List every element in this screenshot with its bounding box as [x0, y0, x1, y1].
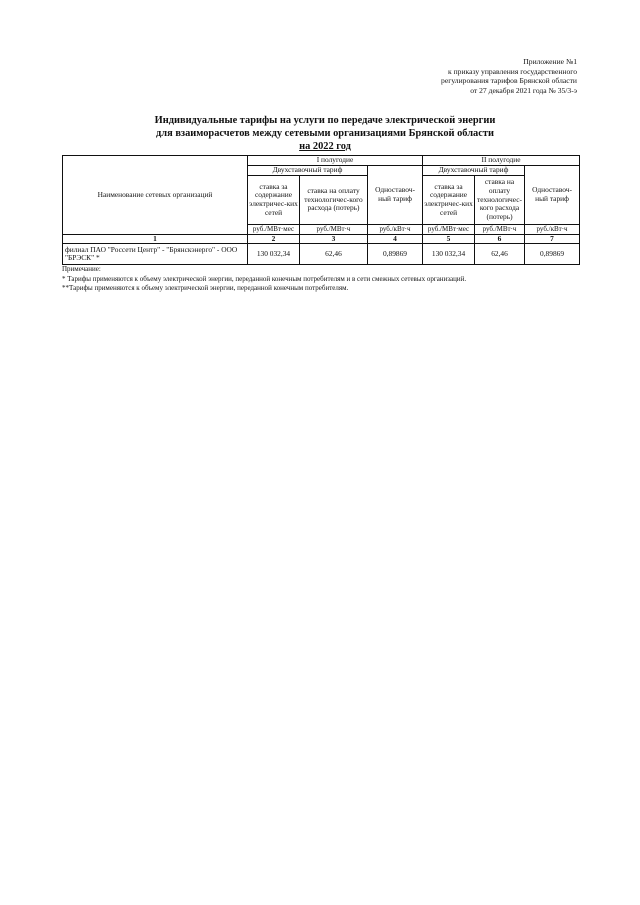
h2-single-rate-cell: 0,89869	[525, 244, 580, 265]
losses-rate-header: ставка на оплату технологичес-кого расхода (потерь)	[475, 176, 525, 225]
maintenance-rate-header: ставка за содержание электричес-ких сетей	[423, 176, 475, 225]
column-number: 2	[248, 234, 300, 244]
column-number: 3	[300, 234, 368, 244]
unit-cell: руб./МВт·ч	[300, 225, 368, 235]
unit-cell: руб./МВт·мес	[423, 225, 475, 235]
second-half-header: II полугодие	[423, 156, 580, 166]
column-number: 5	[423, 234, 475, 244]
appendix-reference-line: к приказу управления государственного	[448, 66, 577, 76]
column-number: 7	[525, 234, 580, 244]
unit-cell: руб./кВт·ч	[368, 225, 423, 235]
column-number: 6	[475, 234, 525, 244]
table-row	[63, 244, 580, 265]
org-name-header: Наименование сетевых организаций	[63, 156, 248, 235]
document-title	[100, 114, 550, 153]
unit-cell: руб./кВт·ч	[525, 225, 580, 235]
h1-single-rate-cell: 0,89869	[368, 244, 423, 265]
title-year: на 2022 год	[299, 141, 351, 152]
appendix-reference-line: регулирования тарифов Брянской области	[441, 76, 577, 86]
h2-losses-cell: 62,46	[475, 244, 525, 265]
h1-maintenance-cell: 130 032,34	[248, 244, 300, 265]
table-header-row	[63, 156, 580, 166]
two-rate-header: Двухставочный тариф	[248, 166, 368, 176]
unit-cell: руб./МВт·ч	[475, 225, 525, 235]
unit-cell: руб./МВт·мес	[248, 225, 300, 235]
note-item: * Тарифы применяются к объему электрической энергии, переданной конечным потребителям и в сети смежных сетевых организаций.	[62, 274, 467, 283]
column-number: 4	[368, 234, 423, 244]
title-line: Индивидуальные тарифы на услуги по передаче электрической энергии	[154, 115, 496, 126]
single-rate-header: Одноставоч-ный тариф	[525, 166, 580, 225]
column-numbers-row	[63, 234, 580, 244]
title-line: для взаиморасчетов между сетевыми организациями Брянской области	[156, 128, 494, 139]
note-item: **Тарифы применяются к объему электрической энергии, переданной конечным потребителям.	[62, 284, 349, 293]
tariff-table	[62, 155, 580, 265]
column-number: 1	[63, 234, 248, 244]
appendix-header	[357, 57, 577, 95]
maintenance-rate-header: ставка за содержание электричес-ких сетей	[248, 176, 300, 225]
notes-section	[62, 265, 582, 294]
appendix-order-date: от 27 декабря 2021 года № 35/3-э	[470, 85, 577, 95]
notes-heading: Примечание:	[62, 265, 101, 273]
h1-losses-cell: 62,46	[300, 244, 368, 265]
org-name-cell: филиал ПАО "Россети Центр" - "Брянскэнерго" - ООО "БРЭСК" *	[63, 244, 248, 265]
losses-rate-header: ставка на оплату технологичес-кого расхода (потерь)	[300, 176, 368, 225]
first-half-header: I полугодие	[248, 156, 423, 166]
h2-maintenance-cell: 130 032,34	[423, 244, 475, 265]
two-rate-header: Двухставочный тариф	[423, 166, 525, 176]
single-rate-header: Одноставоч-ный тариф	[368, 166, 423, 225]
appendix-number: Приложение №1	[523, 57, 577, 66]
